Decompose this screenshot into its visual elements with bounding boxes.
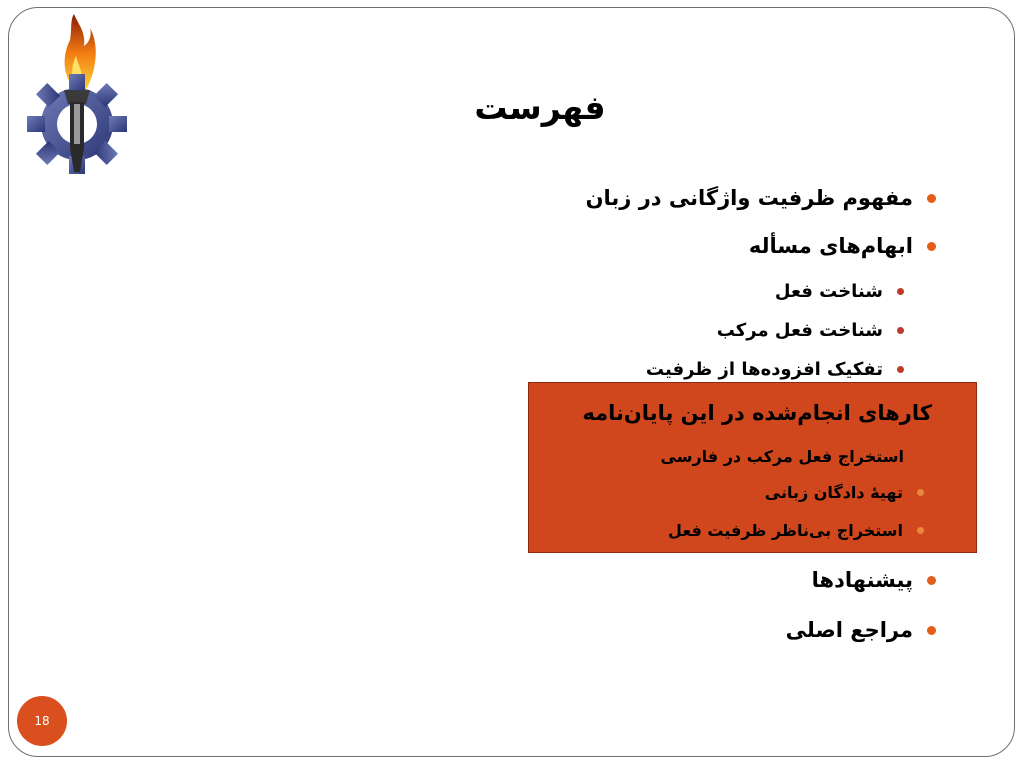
- list-item-text: مراجع اصلی: [785, 618, 913, 642]
- highlight-item-text: استخراج فعل مرکب در فارسی: [660, 447, 904, 466]
- bullet-dot-icon: [927, 242, 936, 251]
- highlight-item: [765, 483, 924, 502]
- bullet-dot-icon: [927, 194, 936, 203]
- highlight-item: [661, 447, 904, 466]
- list-item-text: شناخت فعل مرکب: [716, 320, 883, 341]
- page-number-badge: [17, 696, 67, 746]
- list-item: [749, 234, 936, 258]
- list-item-text: ابهام‌های مسأله: [748, 234, 913, 258]
- list-item: [646, 359, 904, 380]
- list-item: [586, 186, 936, 210]
- bullet-dot-icon: [927, 576, 936, 585]
- list-item: [786, 618, 936, 642]
- highlight-box: [528, 382, 977, 553]
- list-item-text: مفهوم ظرفیت واژگانی در زبان: [585, 186, 913, 210]
- bullet-dot-icon: [917, 527, 924, 534]
- list-item-text: تفکیک افزوده‌ها از ظرفیت: [645, 359, 883, 380]
- list-item: [717, 320, 904, 341]
- torch-gear-icon: [20, 12, 135, 182]
- highlight-item: [668, 521, 924, 540]
- slide-title: فهرست: [474, 88, 606, 127]
- bullet-dot-icon: [927, 626, 936, 635]
- highlight-heading-text: کارهای انجام‌شده در این پایان‌نامه: [582, 401, 932, 425]
- bullet-dot-icon: [917, 489, 924, 496]
- list-item: [775, 281, 904, 302]
- highlight-heading: [582, 401, 932, 425]
- bullet-dot-icon: [897, 366, 904, 373]
- list-item-text: پیشنهادها: [811, 568, 913, 592]
- bullet-dot-icon: [897, 327, 904, 334]
- page-number: 18: [34, 714, 50, 728]
- list-item: [812, 568, 936, 592]
- list-item-text: شناخت فعل: [774, 281, 883, 302]
- bullet-dot-icon: [897, 288, 904, 295]
- highlight-item-text: تهیهٔ دادگان زبانی: [764, 483, 903, 502]
- highlight-item-text: استخراج بی‌ناظر ظرفیت فعل: [668, 521, 903, 540]
